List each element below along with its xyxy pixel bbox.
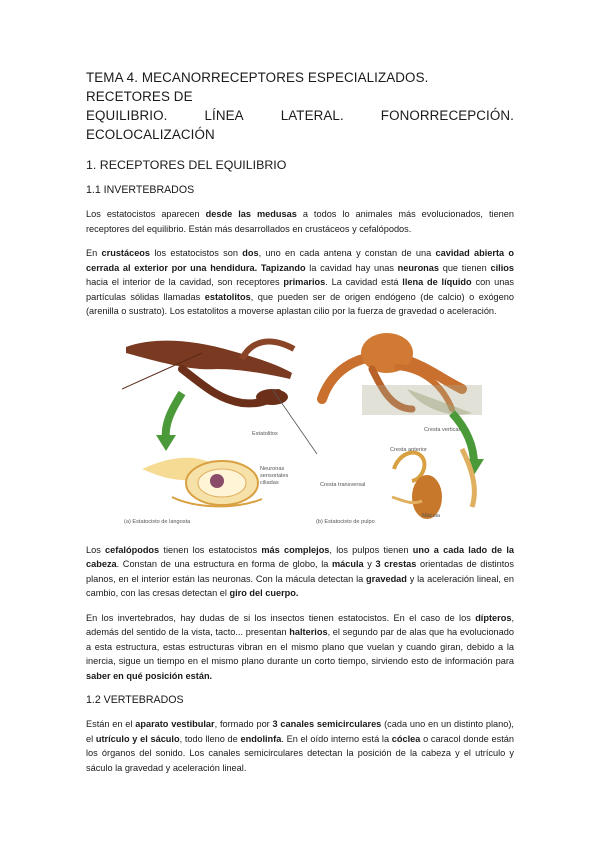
label-macula: Mácula (422, 512, 441, 519)
text-run: Los estatocistos aparecen (86, 209, 206, 219)
text-run: , el segundo par de alas que ha evolucionado a esta estructura, estas estructuras vibran en el mismo plano que vuelan y cuando giran, debido a la inercia, sigue un tiempo en el mismo plano durante un corto tiempo, sirviendo esto de información para (86, 627, 514, 666)
label-cresta-vertical: Cresta vertical (424, 426, 460, 433)
text-run: . La cavidad está (325, 277, 403, 287)
bold-text: 3 crestas (375, 559, 417, 569)
paragraph (86, 246, 514, 319)
bold-text: desde las medusas (205, 209, 297, 219)
subsection-heading: 1.2 VERTEBRADOS (86, 694, 184, 706)
title-word: LATERAL. (280, 108, 344, 123)
text-run: En (86, 248, 102, 258)
bold-text: dípteros (475, 612, 512, 623)
text-run: a todos lo animales más evolucionados, tienen receptores del equilibrio. Están más desarrollados en crustáceos y cefalópodos. (86, 209, 515, 234)
title-word: ECOLOCALIZACIÓN (86, 127, 215, 142)
text-run: la cavidad hay unas (305, 262, 398, 273)
title-line (86, 125, 514, 144)
text-run: (cada uno en un distinto plano), el (86, 719, 514, 744)
paragraph (86, 717, 514, 775)
text-run: , además del sentido de la vista, tacto... presentan (86, 612, 514, 637)
bold-text: endolinfa (240, 733, 282, 744)
caption-a: (a) Estatocisto de langosta (124, 518, 191, 525)
subsection-heading: 1.1 INVERTEBRADOS (86, 184, 195, 196)
label-cresta-transversal: Cresta transversal (320, 481, 366, 488)
paragraph (86, 543, 514, 601)
caption-b: (b) Estatocisto de pulpo (316, 518, 375, 525)
document-page (86, 68, 514, 775)
bold-text: halterios (289, 627, 328, 637)
bold-text: saber en qué posición están. (86, 670, 213, 681)
text-run: , uno en cada antena y constan de una (258, 248, 436, 258)
text-run: Los (86, 544, 106, 555)
bold-text: gravedad (366, 573, 407, 584)
document-title (86, 68, 514, 144)
title-word: EQUILIBRIO. (86, 108, 168, 123)
bold-text: aparato vestibular (135, 719, 215, 729)
bold-text: 3 canales semicirculares (272, 719, 382, 729)
text-run: los estatocistos son (150, 248, 243, 258)
title-line (86, 68, 514, 106)
text-run: , todo lleno de (179, 733, 241, 744)
bold-text: dos (242, 248, 259, 258)
paragraph (86, 611, 514, 684)
bold-text: más complejos (261, 544, 330, 555)
text-run: orientadas de distintos planos, en el interior están las neuronas. Con la mácula detectan la (86, 559, 514, 584)
text-run: . Constan de una estructura en forma de globo, la (116, 559, 332, 569)
text-run: . En el oído interno está la (281, 733, 392, 744)
bold-text: cefalópodos (105, 544, 160, 555)
text-run: tienen los estatocistos (159, 544, 262, 555)
bold-text: utrículo y el sáculo (95, 733, 180, 744)
text-run: , los pulpos tienen (329, 544, 413, 555)
bold-text: crustáceos (101, 248, 151, 258)
label-neuronas: Neuronas sensoriales ciliadas (260, 465, 289, 486)
bold-text: mácula (331, 559, 364, 569)
bold-text: Tapizando (260, 262, 306, 273)
section-heading: 1. RECEPTORES DEL EQUILIBRIO (86, 158, 287, 172)
label-cresta-anterior: Cresta anterior (390, 446, 427, 453)
text-run: Están en el (86, 719, 136, 729)
octopus-illustration (322, 333, 482, 415)
statocyst-figure (122, 329, 514, 533)
text-run: hacia el interior de la cavidad, son receptores (86, 277, 284, 287)
text-run: y (363, 559, 376, 569)
text-run: , que pueden ser de origen endógeno (de calcio) o exógeno (arenilla o sustrato). Los estatolitos a moverse aplastan cilio por la fuerza de gravedad o aceleración. (86, 291, 514, 316)
octopus-statocyst (390, 446, 474, 519)
label-estatolitos: Estatolitos (252, 430, 278, 437)
title-word: FONORRECEPCIÓN. (380, 108, 514, 123)
text-run: En los invertebrados, hay dudas de si los insectos tienen estatocistos. En el caso de los (86, 612, 476, 623)
bold-text: cavidad abierta o cerrada al exterior por una hendidura. (86, 248, 515, 273)
bold-text: estatolitos (204, 291, 251, 302)
bold-text: uno a cada lado de la cabeza (86, 544, 514, 569)
bold-text: cóclea (391, 733, 421, 744)
text-run: que tienen (439, 262, 491, 273)
paragraph (86, 207, 514, 236)
title-word: LÍNEA (204, 108, 244, 123)
title-word: TEMA 4. MECANORRECEPTORES ESPECIALIZADOS. RECETORES DE (86, 70, 429, 104)
bold-text: neuronas (397, 262, 440, 273)
bold-text: giro del cuerpo. (229, 588, 299, 598)
bold-text: llena de líquido (402, 277, 472, 287)
text-run: o caracol donde están los órganos del sonido. Los canales semicirculares detectan la posición de la cabeza y el utrículo y sáculo la gravedad y aceleración lineal. (86, 733, 514, 773)
lobster-statocyst (142, 457, 262, 506)
text-run: , formado por (214, 719, 273, 729)
text-run: con unas partículas sólidas llamadas (86, 277, 515, 302)
bold-text: primarios (283, 277, 326, 287)
bold-text: cilios (490, 262, 514, 273)
title-line (86, 106, 514, 125)
lobster-illustration (122, 340, 317, 453)
text-run: y la aceleración lineal, en cambio, con las cresas detectan el (86, 573, 514, 598)
